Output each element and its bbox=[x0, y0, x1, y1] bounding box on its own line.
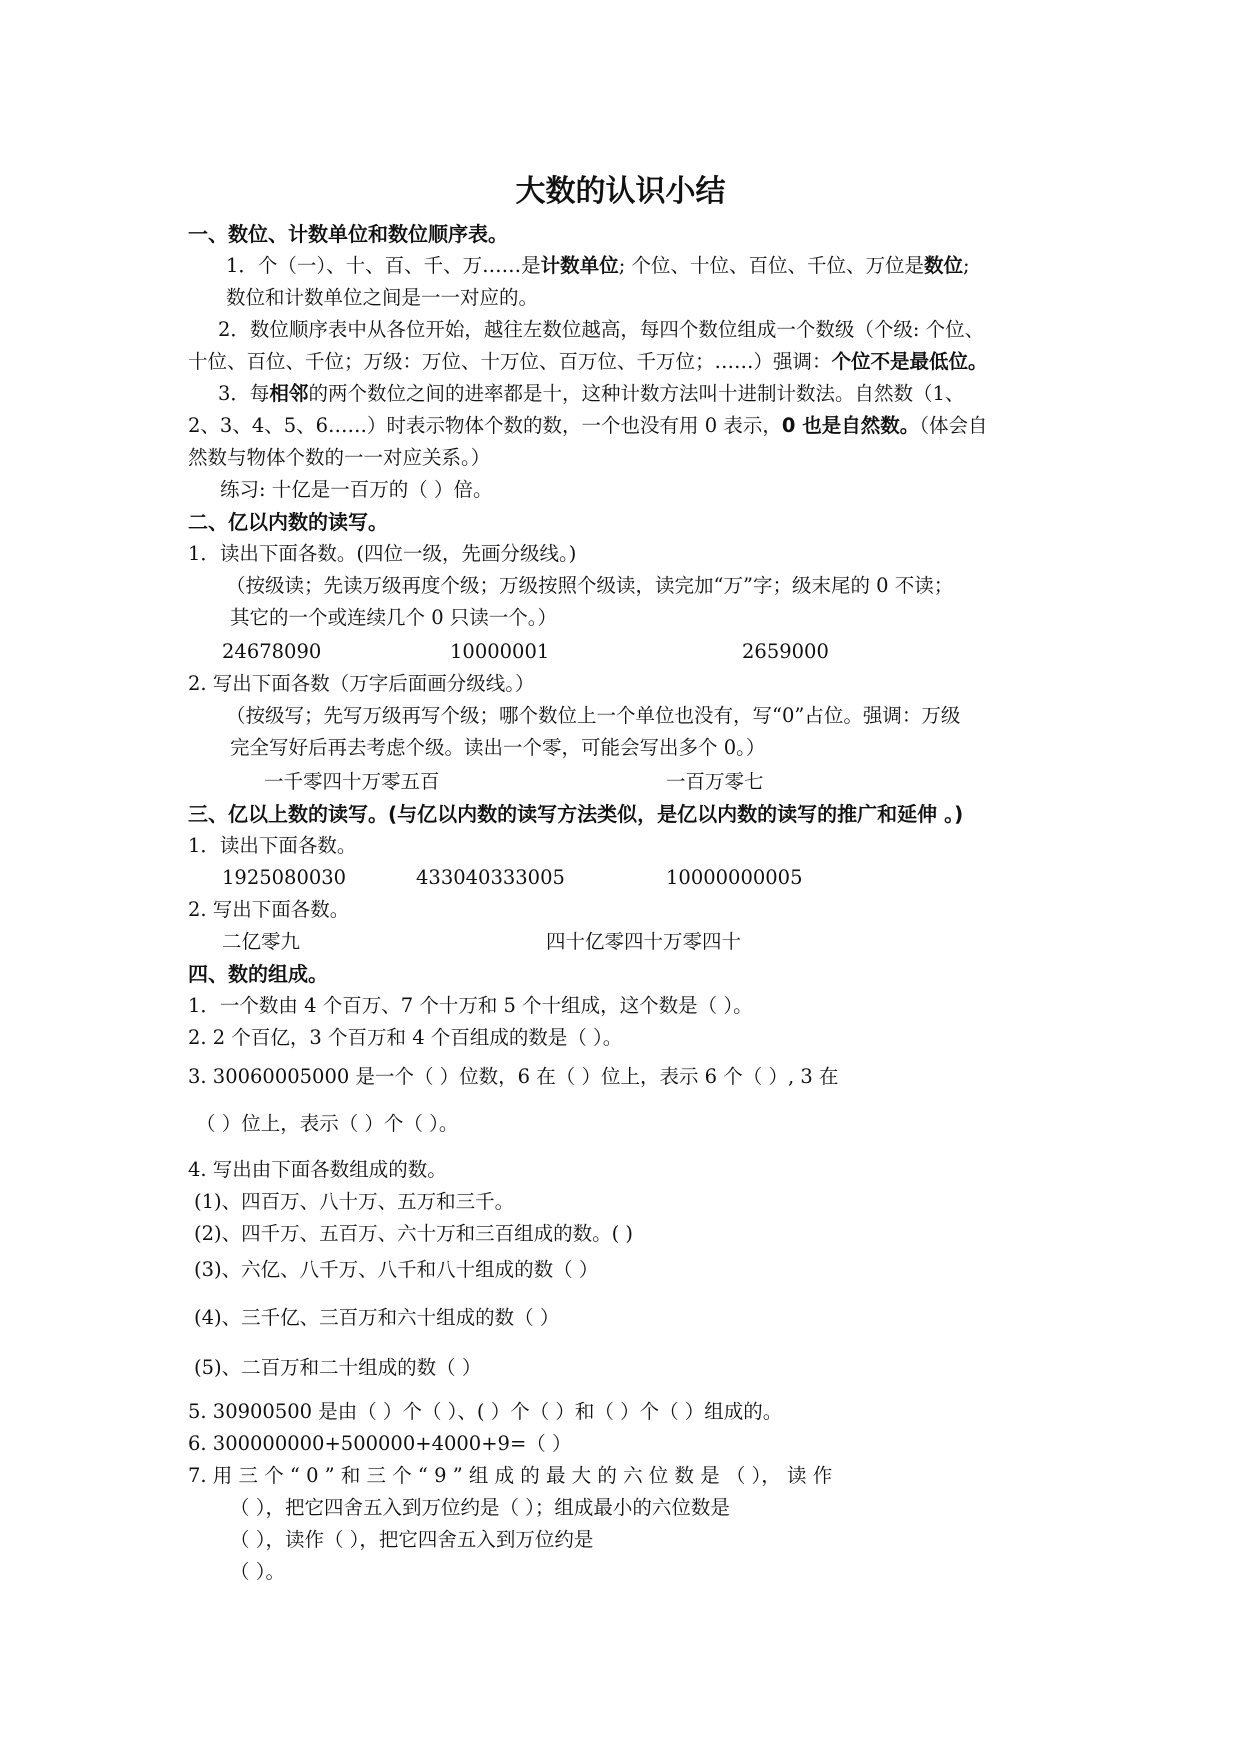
s4-q7-line3: （ ），读作（ ），把它四舍五入到万位约是 bbox=[230, 1528, 594, 1551]
s4-q6: 6. 300000000+500000+4000+9=（ ） bbox=[188, 1432, 572, 1455]
bold-term: 计数单位 bbox=[540, 254, 619, 277]
s3-q1: 1．读出下面各数。 bbox=[188, 834, 357, 857]
s4-q4-item: (2)、四千万、五百万、六十万和三百组成的数。( ) bbox=[194, 1222, 634, 1245]
s4-q5: 5. 30900500 是由（ ）个（ ）、( ）个（ ）和（ ）个（ ）组成的。 bbox=[188, 1400, 783, 1423]
s4-q7-line2: （ ），把它四舍五入到万位约是（ ）；组成最小的六位数是 bbox=[230, 1496, 730, 1519]
s2-q1-note2: 其它的一个或连续几个 0 只读一个。） bbox=[230, 606, 558, 629]
s2-q2-note1: （按级写；先写万级再写个级；哪个数位上一个单位也没有，写“0”占位。强调：万级 bbox=[226, 704, 961, 727]
s4-q4-item: (5)、二百万和二十组成的数（ ） bbox=[194, 1356, 482, 1379]
s4-q3-line2: （ ）位上，表示（ ）个（ ）。 bbox=[196, 1112, 459, 1135]
text: 十位、百位、千位；万级：万位、十万位、百万位、千万位；……）强调： bbox=[188, 350, 832, 373]
section-2-heading: 二、亿以内数的读写。 bbox=[188, 510, 388, 534]
text: （体会自 bbox=[919, 414, 988, 437]
s3-q2-word: 四十亿零四十万零四十 bbox=[546, 930, 742, 953]
section-4-heading: 四、数的组成。 bbox=[188, 962, 328, 986]
text: ; bbox=[962, 254, 970, 277]
bold-term: 0 也是自然数。 bbox=[781, 414, 920, 437]
s1-p3-line1 bbox=[218, 382, 964, 406]
s1-p2-line1: 2．数位顺序表中从各位开始，越往左数位越高，每四个数位组成一个数级（个级: 个位、 bbox=[218, 318, 985, 341]
s2-q2-note2: 完全写好后再去考虑个级。读出一个零，可能会写出多个 0。） bbox=[230, 736, 766, 759]
s3-q1-number: 10000000005 bbox=[666, 866, 803, 889]
s4-q2: 2. 2 个百亿，3 个百万和 4 个百组成的数是（ ）。 bbox=[188, 1026, 623, 1049]
s3-q2-word: 二亿零九 bbox=[222, 930, 301, 953]
s2-q2-word: 一千零四十万零五百 bbox=[264, 770, 440, 793]
s1-p1-line1 bbox=[226, 254, 970, 278]
text: 的两个数位之间的进率都是十，这种计数方法叫十进制计数法。自然数（1、 bbox=[308, 382, 965, 405]
bold-term: 相邻 bbox=[269, 382, 309, 405]
text: 3．每 bbox=[218, 382, 270, 405]
s4-q3-line1: 3. 30060005000 是一个（ ）位数，6 在（ ）位上，表示 6 个（ ）, 3 在 bbox=[188, 1065, 839, 1088]
s4-q4-item: (1)、四百万、八十万、五万和三千。 bbox=[194, 1190, 515, 1213]
s2-q1-number: 10000001 bbox=[450, 640, 550, 663]
s4-q7-line1: 7. 用 三 个 “ 0 ” 和 三 个 “ 9 ” 组 成 的 最 大 的 六 位 数 是 （ ）， 读 作 bbox=[188, 1464, 833, 1487]
page-title: 大数的认识小结 bbox=[515, 174, 726, 209]
s4-q4-item: (4)、三千亿、三百万和六十组成的数（ ） bbox=[194, 1306, 560, 1329]
bold-term: 个位不是最低位。 bbox=[831, 350, 988, 373]
s1-p3-line3: 然数与物体个数的一一对应关系。） bbox=[188, 446, 491, 469]
s1-p2-line2 bbox=[188, 350, 988, 374]
s3-q1-number: 433040333005 bbox=[416, 866, 565, 889]
s4-q1: 1．一个数由 4 个百万、7 个十万和 5 个十组成，这个数是（ ）。 bbox=[188, 994, 753, 1017]
text: 2、3、4、5、6……）时表示物体个数的数，一个也没有用 0 表示， bbox=[188, 414, 782, 437]
s2-q1-number: 24678090 bbox=[222, 640, 322, 663]
s4-q4-item: (3)、六亿、八千万、八千和八十组成的数（ ） bbox=[194, 1258, 599, 1281]
s2-q1: 1．读出下面各数。(四位一级，先画分级线。) bbox=[188, 542, 577, 565]
section-3-heading: 三、亿以上数的读写。(与亿以内数的读写方法类似，是亿以内数的读写的推广和延伸 。) bbox=[188, 802, 964, 826]
s3-q1-number: 1925080030 bbox=[222, 866, 347, 889]
s4-q4: 4. 写出由下面各数组成的数。 bbox=[188, 1158, 447, 1181]
s2-q2-word: 一百万零七 bbox=[666, 770, 764, 793]
s1-p3-line2 bbox=[188, 414, 987, 438]
s1-practice: 练习: 十亿是一百万的（ ）倍。 bbox=[220, 478, 493, 501]
s4-q7-line4: （ ）。 bbox=[230, 1560, 285, 1583]
s3-q2: 2. 写出下面各数。 bbox=[188, 898, 350, 921]
s2-q1-note1: （按级读；先读万级再度个级；万级按照个级读，读完加“万”字；级末尾的 0 不读； bbox=[226, 574, 954, 597]
section-1-heading: 一、数位、计数单位和数位顺序表。 bbox=[188, 222, 508, 246]
s2-q2: 2. 写出下面各数（万字后面画分级线。） bbox=[188, 672, 535, 695]
s1-p1-line2: 数位和计数单位之间是一一对应的。 bbox=[226, 286, 539, 309]
bold-term: 数位 bbox=[923, 254, 963, 277]
text: 1．个（一）、十、百、千、万……是 bbox=[226, 254, 541, 277]
s2-q1-number: 2659000 bbox=[742, 640, 829, 663]
text: ; 个位、十位、百位、千位、万位是 bbox=[618, 254, 924, 277]
